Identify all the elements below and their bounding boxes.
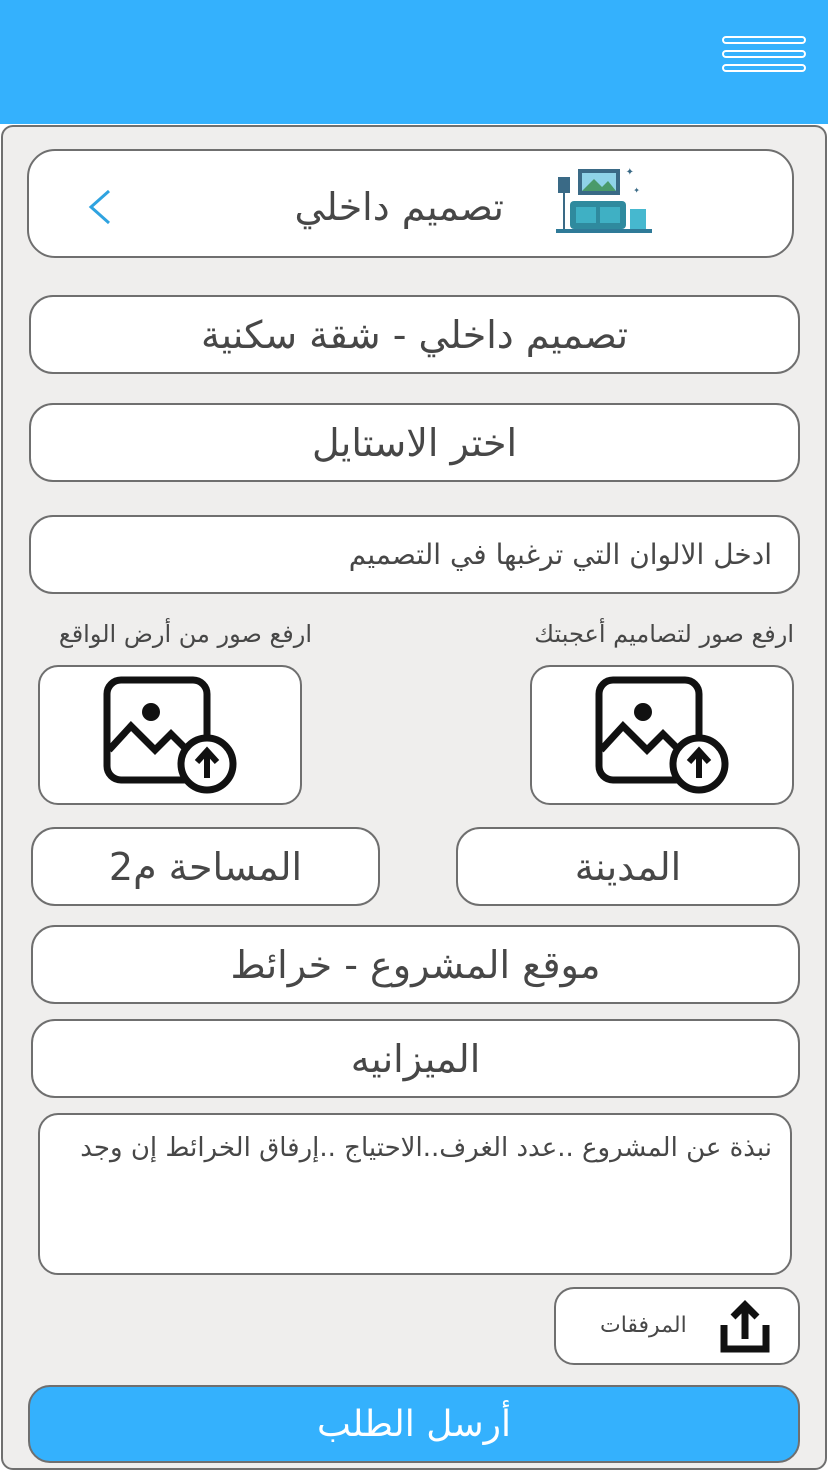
project-notes-placeholder: نبذة عن المشروع ..عدد الغرف..الاحتياج ..إرفاق الخرائط إن وجد xyxy=(80,1133,772,1163)
colors-input[interactable] xyxy=(29,515,800,594)
interior-sofa-icon xyxy=(556,163,652,239)
chevron-left-icon[interactable] xyxy=(85,187,115,227)
style-select[interactable] xyxy=(29,403,800,482)
project-notes-textarea[interactable] xyxy=(38,1113,792,1275)
submit-request-button[interactable] xyxy=(28,1385,800,1463)
city-select-label: المدينة xyxy=(574,844,682,889)
project-location-field[interactable] xyxy=(31,925,800,1004)
page-title: تصميم داخلي xyxy=(294,185,504,229)
upload-design-photos-button[interactable] xyxy=(530,665,794,805)
image-upload-icon xyxy=(595,676,729,794)
top-bar xyxy=(0,0,828,124)
attachments-button[interactable] xyxy=(554,1287,800,1365)
image-upload-icon xyxy=(103,676,237,794)
upload-site-label: ارفع صور من أرض الواقع xyxy=(58,620,312,648)
style-select-label: اختر الاستايل xyxy=(311,420,518,465)
area-input[interactable] xyxy=(31,827,380,906)
project-location-label: موقع المشروع - خرائط xyxy=(230,942,601,987)
submit-request-label: أرسل الطلب xyxy=(316,1403,512,1445)
upload-designs-label: ارفع صور لتصاميم أعجبتك xyxy=(534,620,794,648)
svg-text:✦: ✦ xyxy=(633,186,640,195)
attachments-label: المرفقات xyxy=(600,1313,687,1338)
colors-input-placeholder: ادخل الالوان التي ترغبها في التصميم xyxy=(348,538,772,571)
project-type-value: تصميم داخلي - شقة سكنية xyxy=(200,312,629,357)
svg-text:✦: ✦ xyxy=(625,167,634,178)
hamburger-menu-icon[interactable] xyxy=(722,36,806,74)
project-type-field[interactable] xyxy=(29,295,800,374)
budget-label: الميزانيه xyxy=(350,1036,481,1081)
city-select[interactable] xyxy=(456,827,800,906)
upload-site-photos-button[interactable] xyxy=(38,665,302,805)
share-upload-icon xyxy=(718,1299,772,1355)
budget-field[interactable] xyxy=(31,1019,800,1098)
page-header-card xyxy=(27,149,794,258)
area-input-label: المساحة م2 xyxy=(108,844,303,889)
